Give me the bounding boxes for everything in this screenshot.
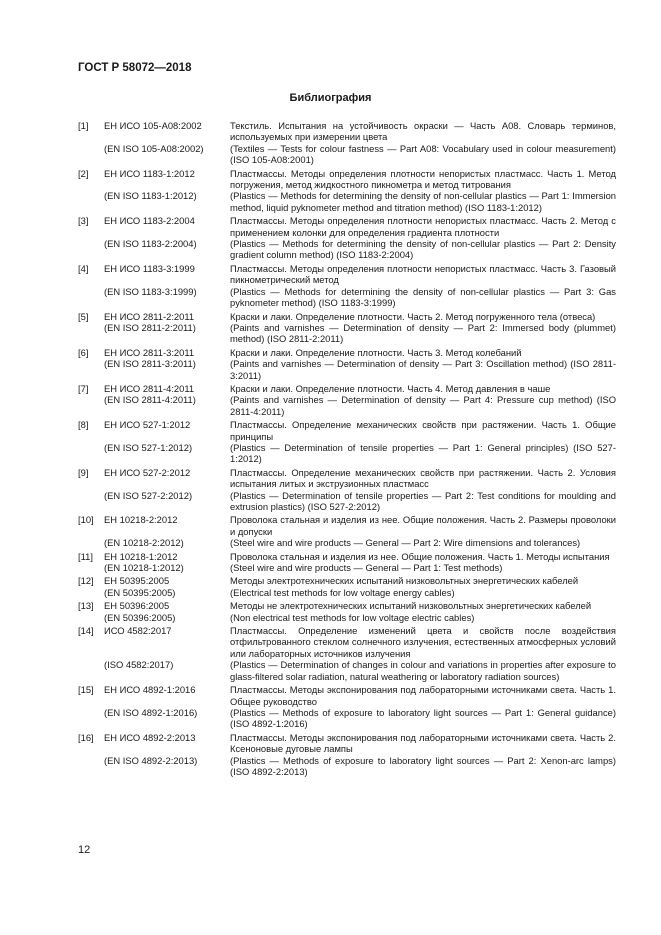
standard-title: (Plastics — Methods for determining the density of non-cellular plastics — Part 2: Density gradient column method) (ISO 1183-2:2004)	[230, 238, 616, 261]
standard-code: ЕН ИСО 1183-2:2004	[104, 215, 195, 227]
standard-title: (Electrical test methods for low voltage energy cables)	[230, 586, 455, 598]
entry-body	[104, 120, 616, 166]
standard-code: (EN ISO 527-1:2012)	[104, 441, 193, 453]
entry-body	[104, 311, 616, 345]
entry-line	[104, 612, 616, 623]
standard-title: Пластмассы. Методы определения плотности непористых пластмасс. Часть 3. Газовый пикнометрический метод	[230, 262, 616, 286]
standard-title: Краски и лаки. Определение плотности. Часть 3. Метод колебаний	[230, 346, 522, 358]
standard-title: Методы не электротехнических испытаний низковольтных энергетических кабелей	[230, 600, 592, 612]
entry-line	[104, 490, 616, 513]
entry-line	[104, 286, 616, 309]
standard-title: Краски и лаки. Определение плотности. Часть 2. Метод погруженного тела (отвеса)	[230, 310, 596, 322]
entry-body	[104, 732, 616, 778]
entry-number: [12]	[78, 575, 94, 587]
standard-code: ЕН 10218-1:2012	[104, 550, 178, 562]
standard-title: (Plastics — Methods for determining the density of non-cellular plastics — Part 3: Gas pyknometer method) (ISO 1183-3:1999)	[230, 285, 616, 309]
entry-number: [9]	[78, 466, 89, 478]
standard-title: (Textiles — Tests for colour fastness — Part A08: Vocabulary used in colour measurement) (ISO 105-A08:2001)	[230, 142, 616, 166]
standard-title: (Plastics — Determination of changes in colour and variations in properties after exposure to glass-filtered solar radiation, natural weathering or laboratory radiation sources)	[230, 659, 616, 682]
standard-code: (ISO 4582:2017)	[104, 659, 174, 671]
standard-title: Пластмассы. Методы определения плотности непористых пластмасс. Часть 1. Метод погружения, метод жидкостного пикнометра и метод титрования	[230, 167, 616, 191]
entry-number: [14]	[78, 625, 94, 637]
standard-title: (Plastics — Methods of exposure to laboratory light sources — Part 1: General guidance) (ISO 4892-1:2016)	[230, 706, 616, 730]
entry-body	[104, 551, 616, 574]
standard-title: (Plastics — Methods of exposure to laboratory light sources — Part 2: Xenon-arc lamps) (ISO 4892-2:2013)	[230, 754, 616, 777]
standard-code: ЕН ИСО 4892-1:2016	[104, 684, 196, 696]
bibliography-entry	[78, 347, 616, 381]
standard-title: Пластмассы. Методы определения плотности непористых пластмасс. Часть 2. Метод с применением колонки для определения градиента плотности	[230, 215, 616, 238]
standard-code: (EN 50396:2005)	[104, 611, 176, 623]
standard-title: (Plastics — Determination of tensile properties — Part 1: General principles) (ISO 527-1:2012)	[230, 441, 616, 465]
standard-code: (EN ISO 105-A08:2002)	[104, 142, 204, 154]
entry-line	[104, 587, 616, 598]
page-title: Библиография	[289, 92, 372, 104]
entry-body	[104, 467, 616, 513]
standard-title: Методы электротехнических испытаний низковольтных энергетических кабелей	[230, 575, 579, 587]
entry-body	[104, 514, 616, 548]
standard-code: ЕН 50396:2005	[104, 600, 170, 612]
entry-body	[104, 215, 616, 261]
document-header: ГОСТ Р 58072—2018	[78, 62, 192, 74]
standard-title: (Steel wire and wire products — General — Part 1: Test methods)	[230, 562, 503, 574]
standard-title: Пластмассы. Определение механических свойств при растяжении. Часть 2. Условия испытания литых и экструзионных пластмасс	[230, 466, 616, 490]
bibliography-entry	[78, 600, 616, 623]
standard-title: Пластмассы. Методы экспонирования под лабораторными источниками света. Часть 2. Ксеноновые дуговые лампы	[230, 731, 616, 755]
standard-title: Пластмассы. Определение изменений цвета и свойств после воздействия отфильтрованного стеклом солнечного излучения, естественных атмосферных условий или лабораторных источников излучения	[230, 625, 616, 659]
entry-number: [11]	[78, 550, 93, 562]
standard-title: Проволока стальная и изделия из нее. Общие положения. Часть 2. Размеры проволоки и допуски	[230, 514, 616, 537]
bibliography-entry	[78, 263, 616, 309]
entry-line	[104, 322, 616, 345]
entry-line	[104, 347, 616, 358]
entry-number: [15]	[78, 684, 94, 696]
standard-code: ИСО 4582:2017	[104, 625, 172, 637]
entry-number: [6]	[78, 346, 89, 358]
entry-line	[104, 394, 616, 417]
standard-code: ЕН ИСО 527-2:2012	[104, 466, 191, 478]
standard-code: (EN ISO 527-2:2012)	[104, 489, 193, 501]
entry-line	[104, 514, 616, 537]
bibliography-entry	[78, 684, 616, 730]
entry-line	[104, 143, 616, 166]
entry-line	[104, 707, 616, 730]
entry-body	[104, 383, 616, 417]
entry-line	[104, 419, 616, 442]
bibliography-entry	[78, 575, 616, 598]
entry-line	[104, 215, 616, 238]
standard-code: (EN ISO 2811-2:2011)	[104, 321, 196, 333]
standard-code: ЕН ИСО 2811-3:2011	[104, 346, 195, 358]
standard-code: ЕН ИСО 1183-3:1999	[104, 262, 195, 274]
entry-body	[104, 575, 616, 598]
standard-code: ЕН ИСО 2811-4:2011	[104, 382, 195, 394]
standard-code: (EN ISO 2811-4:2011)	[104, 394, 196, 406]
entry-line	[104, 600, 616, 611]
standard-code: ЕН ИСО 4892-2:2013	[104, 731, 196, 743]
entry-line	[104, 383, 616, 394]
standard-code: ЕН ИСО 527-1:2012	[104, 419, 191, 431]
standard-title: Текстиль. Испытания на устойчивость окраски — Часть А08. Словарь терминов, используемых при измерении цвета	[230, 120, 616, 143]
bibliography-entry	[78, 120, 616, 166]
entry-line	[104, 562, 616, 573]
bibliography-list	[78, 120, 616, 779]
standard-code: (EN ISO 2811-3:2011)	[104, 358, 196, 370]
bibliography-entry	[78, 168, 616, 214]
standard-title: (Steel wire and wire products — General — Part 2: Wire dimensions and tolerances)	[230, 537, 581, 549]
standard-title: (Paints and varnishes — Determination of density — Part 3: Oscillation method) (ISO 2811-3:2011)	[230, 358, 616, 381]
standard-title: (Paints and varnishes — Determination of density — Part 4: Pressure cup method) (ISO 2811-4:2011)	[230, 394, 616, 417]
entry-line	[104, 358, 616, 381]
entry-line	[104, 467, 616, 490]
standard-title: Пластмассы. Методы экспонирования под лабораторными источниками света. Часть 1. Общее руководство	[230, 684, 616, 707]
entry-line	[104, 551, 616, 562]
entry-number: [4]	[78, 262, 89, 274]
entry-number: [1]	[78, 120, 89, 131]
entry-number: [8]	[78, 419, 89, 431]
standard-title: Пластмассы. Определение механических свойств при растяжении. Часть 1. Общие принципы	[230, 419, 616, 442]
entry-line	[104, 575, 616, 586]
entry-line	[104, 120, 616, 143]
entry-line	[104, 263, 616, 286]
entry-line	[104, 659, 616, 682]
bibliography-entry	[78, 514, 616, 548]
entry-body	[104, 347, 616, 381]
standard-code: ЕН ИСО 2811-2:2011	[104, 310, 195, 322]
standard-code: (EN 50395:2005)	[104, 586, 176, 598]
standard-code: (EN ISO 1183-2:2004)	[104, 238, 197, 250]
entry-number: [3]	[78, 215, 89, 227]
bibliography-entry	[78, 311, 616, 345]
entry-line	[104, 190, 616, 213]
page-number: 12	[78, 844, 91, 856]
entry-body	[104, 168, 616, 214]
standard-code: (EN ISO 1183-3:1999)	[104, 285, 197, 297]
standard-title: (Paints and varnishes — Determination of density — Part 2: Immersed body (plummet) method) (ISO 2811-2:2011)	[230, 321, 616, 345]
entry-body	[104, 684, 616, 730]
entry-number: [10]	[78, 514, 94, 526]
entry-line	[104, 732, 616, 755]
entry-number: [2]	[78, 167, 89, 179]
standard-title: Проволока стальная и изделия из нее. Общие положения. Часть 1. Методы испытания	[230, 550, 610, 562]
entry-line	[104, 311, 616, 322]
entry-line	[104, 625, 616, 659]
bibliography-entry	[78, 419, 616, 465]
standard-code: (EN ISO 4892-2:2013)	[104, 754, 198, 766]
standard-code: ЕН 50395:2005	[104, 575, 170, 587]
standard-code: ЕН ИСО 1183-1:2012	[104, 167, 195, 179]
entry-number: [7]	[78, 382, 89, 394]
entry-body	[104, 625, 616, 682]
entry-body	[104, 263, 616, 309]
entry-number: [5]	[78, 310, 89, 322]
entry-line	[104, 755, 616, 778]
standard-code: (EN 10218-1:2012)	[104, 562, 184, 574]
entry-line	[104, 537, 616, 548]
standard-title: (Non electrical test methods for low voltage electric cables)	[230, 611, 475, 623]
standard-code: (EN ISO 1183-1:2012)	[104, 190, 197, 202]
standard-code: (EN ISO 4892-1:2016)	[104, 706, 198, 718]
bibliography-entry	[78, 732, 616, 778]
standard-code: ЕН 10218-2:2012	[104, 514, 178, 526]
bibliography-entry	[78, 383, 616, 417]
bibliography-entry	[78, 215, 616, 261]
bibliography-entry	[78, 467, 616, 513]
entry-line	[104, 442, 616, 465]
bibliography-entry	[78, 551, 616, 574]
entry-number: [13]	[78, 600, 94, 612]
entry-line	[104, 238, 616, 261]
standard-code: (EN 10218-2:2012)	[104, 537, 184, 549]
bibliography-entry	[78, 625, 616, 682]
entry-line	[104, 168, 616, 191]
entry-number: [16]	[78, 731, 94, 743]
standard-title: (Plastics — Determination of tensile properties — Part 2: Test conditions for moulding and extrusion plastics) (ISO 527-2:2012)	[230, 489, 616, 512]
standard-code: ЕН ИСО 105-A08:2002	[104, 120, 202, 131]
entry-body	[104, 600, 616, 623]
standard-title: (Plastics — Methods for determining the density of non-cellular plastics — Part 1: Immersion method, liquid pyknometer method and titration method) (ISO 1183-1:2012)	[230, 190, 616, 213]
entry-body	[104, 419, 616, 465]
standard-title: Краски и лаки. Определение плотности. Часть 4. Метод давления в чаше	[230, 382, 551, 394]
entry-line	[104, 684, 616, 707]
